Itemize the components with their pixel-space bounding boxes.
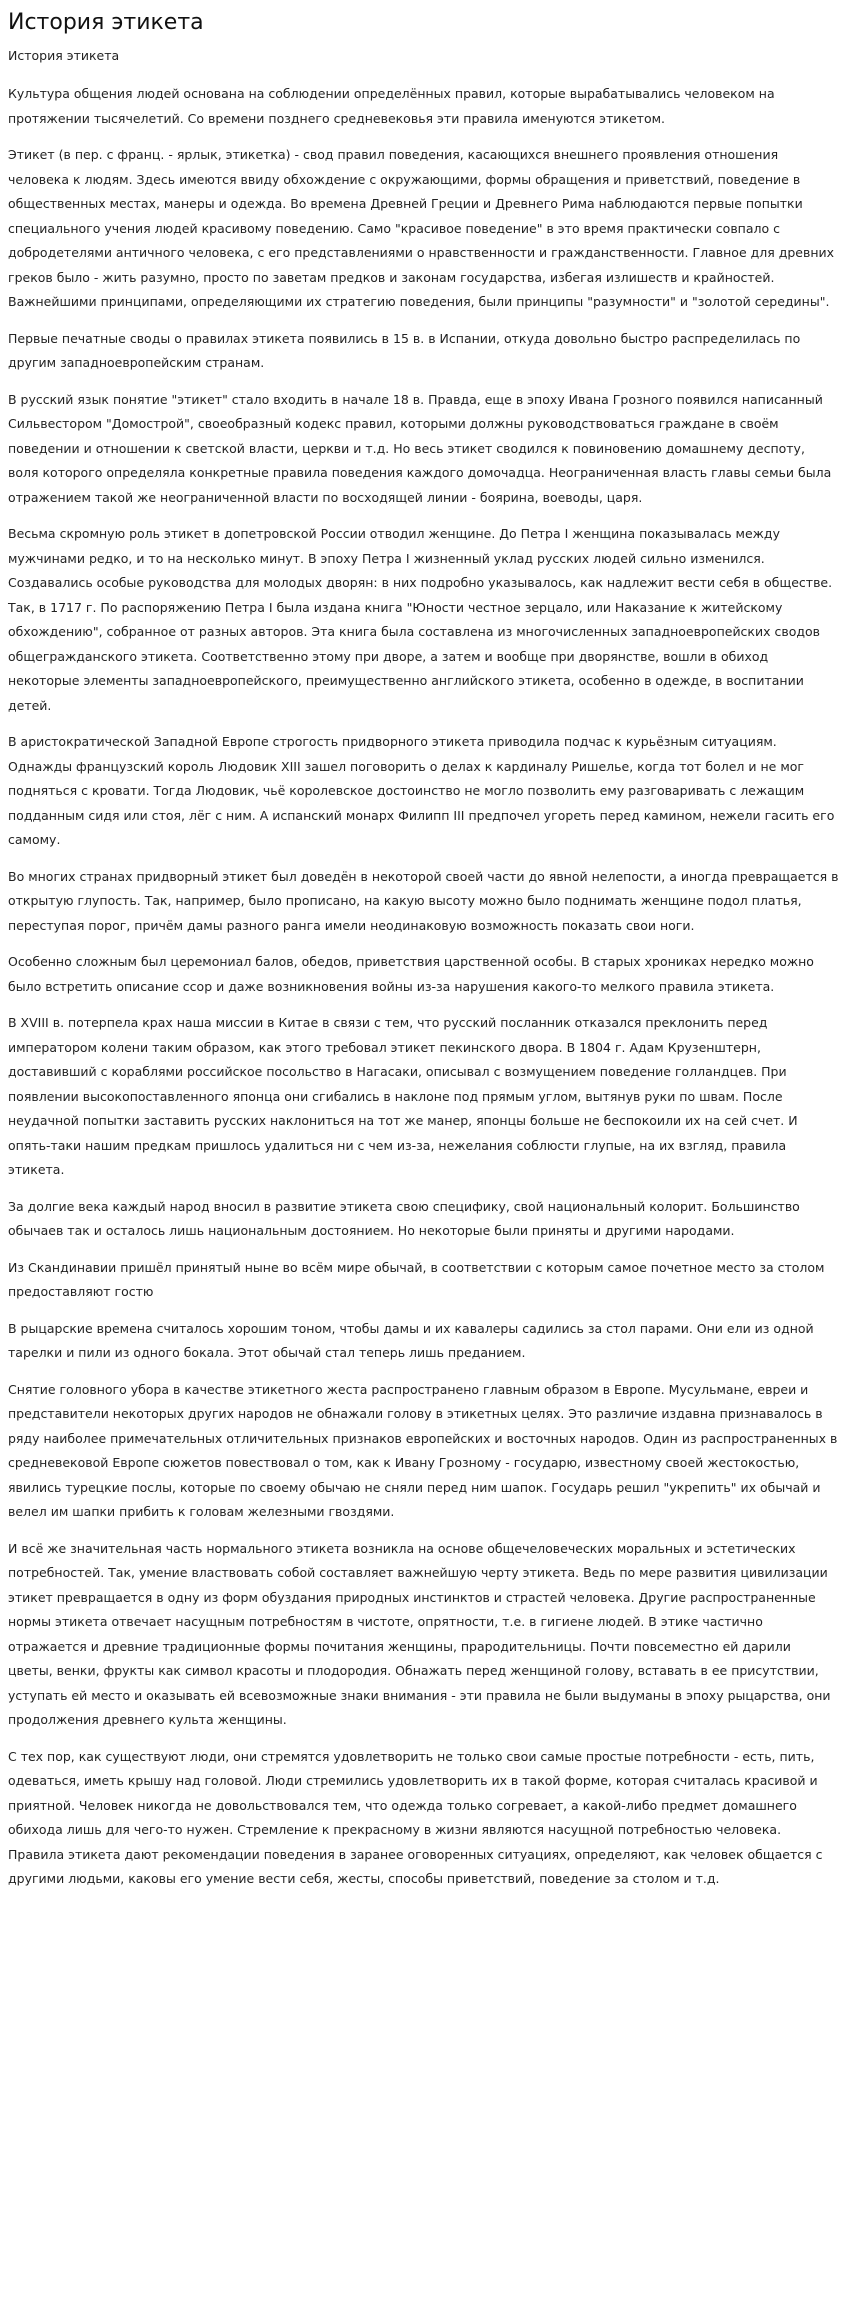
paragraph-4: В русский язык понятие "этикет" стало входить в начале 18 в. Правда, еще в эпоху Ивана Грозного появился написанный Сильвестором "Домострой", своеобразный кодекс правил, которыми должны руководствоваться граждане в своём поведении и отношении к светской власти, церкви и т.д. Но весь этикет сводился к повиновению домашнему деспоту, воля которого определяла конкретные правила поведения каждого домочадца. Неограниченная власть главы семьи была отражением такой же неограниченной власти по восходящей линии - боярина, воеводы, царя. — [8, 391, 832, 505]
paragraph-13: Снятие головного убора в качестве этикетного жеста распространено главным образом в Европе. Мусульмане, евреи и представители некоторых других народов не обнажали голову в этикетных целях. Это различие издавна признавалось в ряду наиболее примечательных отличительных признаков европейских и восточных народов. Один из распространенных в средневековой Европе сюжетов повествовал о том, как к Ивану Грозному - государю, известному своей жестокостью, явились турецкие послы, которые по своему обычаю не сняли перед ним шапок. Государь решил "укрепить" их обычай и велел им шапки прибить к головам железными гвоздями. — [8, 1381, 838, 1519]
paragraph-6: В аристократической Западной Европе строгость придворного этикета приводила подчас к курьёзным ситуациям. Однажды французский король Людовик XIII зашел поговорить о делах к кардиналу Ришелье, когда тот болел и не мог подняться с кровати. Тогда Людовик, чьё королевское достоинство не могло позволить ему разговаривать с лежащим подданным сидя или стоя, лёг с ним. А испанский монарх Филипп III предпочел угореть перед камином, нежели гасить его самому. — [8, 734, 835, 847]
paragraph-14: И всё же значительная часть нормального этикета возникла на основе общечеловеческих моральных и эстетических потребностей. Так, умение властвовать собой составляет важнейшую черту этикета. Ведь по мере развития цивилизации этикет превращается в одну из форм обуздания природных инстинктов и страстей человека. Другие распространенные нормы этикета отвечает насущным потребностям в чистоте, опрятности, т.е. в гигиене людей. В этике частично отражается и древние традиционные формы почитания женщины, прародительницы. Почти повсеместно ей дарили цветы, венки, фрукты как символ красоты и плодородия. Обнажать перед женщиной голову, вставать в ее присутствии, уступать ей место и оказывать ей всевозможные знаки внимания - эти правила не были выдуманы в эпоху рыцарства, они продолжения древнего культа женщины. — [8, 1540, 831, 1727]
paragraph-12: В рыцарские времена считалось хорошим тоном, чтобы дамы и их кавалеры садились за стол парами. Они ели из одной тарелки и пили из одного бокала. Этот обычай стал теперь лишь преданием. — [8, 1320, 814, 1360]
paragraph-7: Во многих странах придворный этикет был доведён в некоторой своей части до явной нелепости, а иногда превращается в открытую глупость. Так, например, было прописано, на какую высоту можно было поднимать женщине подол платья, переступая порог, причём дамы разного ранга имели неодинаковую возможность показать свои ноги. — [8, 868, 839, 933]
paragraph-5: Весьма скромную роль этикет в допетровской России отводил женщине. До Петра I женщина показывалась между мужчинами редко, и то на несколько минут. В эпоху Петра I жизненный уклад русских людей сильно изменился. Создавались особые руководства для молодых дворян: в них подробно указывалось, как надлежит вести себя в обществе. Так, в 1717 г. По распоряжению Петра I была издана книга "Юности честное зерцало, или Наказание к житейскому обхождению", собранное от разных авторов. Эта книга была составлена из многочисленных западноевропейских сводов общегражданского этикета. Соответственно этому при дворе, а затем и вообще при дворянстве, вошли в обиход некоторые элементы западноевропейского, преимущественно английского этикета, особенно в одежде, в воспитании детей. — [8, 526, 833, 713]
paragraph-11: Из Скандинавии пришёл принятый ныне во всём мире обычай, в соответствии с которым самое почетное место за столом предоставляют гостю — [8, 1259, 825, 1299]
paragraph-10: За долгие века каждый народ вносил в развитие этикета свою специфику, свой национальный колорит. Большинство обычаев так и осталось лишь национальным достоянием. Но некоторые были приняты и другими народами. — [8, 1198, 800, 1238]
paragraph-3: Первые печатные своды о правилах этикета появились в 15 в. в Испании, откуда довольно быстро распределилась по другим западноевропейским странам. — [8, 330, 801, 370]
page-title: История этикета — [8, 10, 204, 35]
paragraph-15: С тех пор, как существуют люди, они стремятся удовлетворить не только свои самые простые потребности - есть, пить, одеваться, иметь крышу над головой. Люди стремились удовлетворить их в такой форме, которая считалась красивой и приятной. Человек никогда не довольствовался тем, что одежда только согревает, а какой-либо предмет домашнего обихода лишь для чего-то нужен. Стремление к прекрасному в жизни являются насущной потребностью человека. Правила этикета дают рекомендации поведения в заранее оговоренных ситуациях, определяют, как человек общается с другими людьми, каковы его умение вести себя, жесты, способы приветствий, поведение за столом и т.д. — [8, 1748, 823, 1886]
article-subtitle: История этикета — [8, 48, 120, 63]
paragraph-1: Культура общения людей основана на соблюдении определённых правил, которые вырабатывались человеком на протяжении тысячелетий. Со времени позднего средневековья эти правила именуются этикетом. — [8, 86, 775, 126]
article-body — [8, 82, 839, 1892]
paragraph-8: Особенно сложным был церемониал балов, обедов, приветствия царственной особы. В старых хрониках нередко можно было встретить описание ссор и даже возникновения войны из-за нарушения какого-то мелкого правила этикета. — [8, 954, 814, 994]
paragraph-2: Этикет (в пер. с франц. - ярлык, этикетка) - свод правил поведения, касающихся внешнего проявления отношения человека к людям. Здесь имеются ввиду обхождение с окружающими, формы обращения и приветствий, поведение в общественных местах, манеры и одежда. Во времена Древней Греции и Древнего Рима наблюдаются первые попытки специального учения людей красивому поведению. Само "красивое поведение" в это время практически совпало с добродетелями античного человека, с его представлениями о нравственности и гражданственности. Главное для древних греков было - жить разумно, просто по заветам предков и законам государства, избегая излишеств и крайностей. Важнейшими принципами, определяющими их стратегию поведения, были принципы "разумности" и "золотой середины". — [8, 147, 835, 309]
paragraph-9: В XVIII в. потерпела крах наша миссии в Китае в связи с тем, что русский посланник отказался преклонить перед императором колени таким образом, как этого требовал этикет пекинского двора. В 1804 г. Адам Крузенштерн, доставивший с кораблями российское посольство в Нагасаки, описывал с возмущением поведение голландцев. При появлении высокопоставленного японца они сгибались в наклоне под прямым углом, вытянув руки по швам. После неудачной попытки заставить русских наклониться на тот же манер, японцы больше не беспокоили их на сей счет. И опять-таки нашим предкам пришлось удалиться ни с чем из-за, нежелания соблюсти глупые, на их взгляд, правила этикета. — [8, 1015, 798, 1177]
